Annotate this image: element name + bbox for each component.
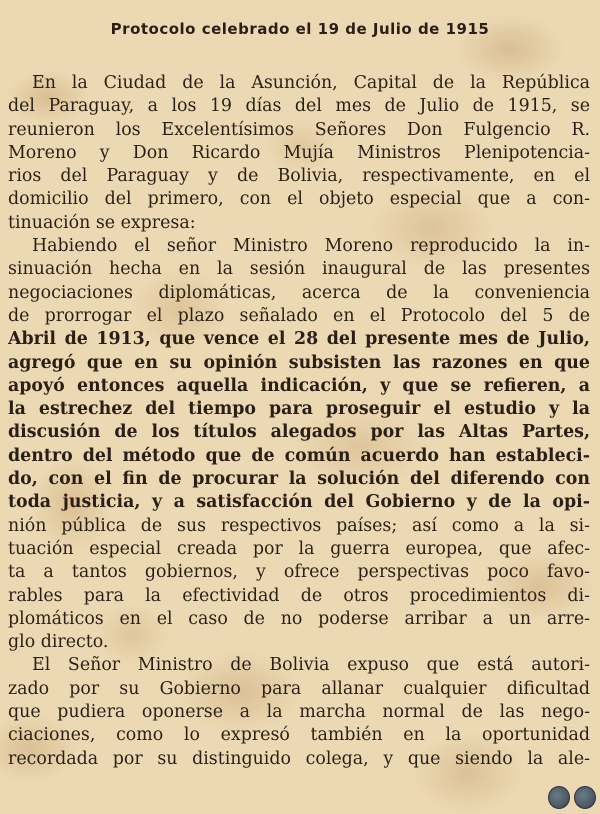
- text-line: En la Ciudad de la Asunción, Capital de la República: [32, 73, 590, 93]
- text-line: Moreno y Don Ricardo Mujía Ministros Plenipotencia-: [8, 142, 590, 163]
- text-line: plomáticos en el caso de no poderse arribar a un arre-: [8, 608, 590, 629]
- text-line: ciaciones, como lo expresó también en la oportunidad: [8, 725, 590, 746]
- text-line: glo directo.: [8, 632, 109, 653]
- watermark-stamp: [548, 786, 596, 810]
- text-line: tuación especial creada por la guerra europea, que afec-: [8, 538, 590, 559]
- text-line: Habiendo el señor Ministro Moreno reproducido la in-: [32, 236, 590, 257]
- text-line: zado por su Gobierno para allanar cualquier dificultad: [8, 678, 590, 699]
- text-line: domicilio del primero, con el objeto especial que a con-: [8, 189, 590, 210]
- text-line: do, con el fin de procurar la solución del diferendo con: [8, 469, 590, 490]
- text-line: que pudiera oponerse a la marcha normal de las nego-: [8, 702, 590, 723]
- document-body: [8, 72, 590, 771]
- text-line: ta a tantos gobiernos, y ofrece perspectivas poco favo-: [8, 562, 590, 583]
- text-line: negociaciones diplomáticas, acerca de la conveniencia: [8, 282, 590, 303]
- text-line: agregó que en su opinión subsisten las razones en que: [8, 352, 590, 373]
- text-line: apoyó entonces aquella indicación, y que se refieren, a: [8, 375, 590, 396]
- text-line: rables para la efectividad de otros procedimientos di-: [8, 585, 590, 606]
- text-line: recordada por su distinguido colega, y que siendo la ale-: [8, 748, 590, 769]
- text-line: discusión de los títulos alegados por las Altas Partes,: [8, 422, 590, 443]
- stamp-circle-icon: [574, 786, 596, 809]
- text-line: El Señor Ministro de Bolivia expuso que está autori-: [32, 655, 590, 676]
- text-line: toda justicia, y a satisfacción del Gobierno y de la opi-: [8, 492, 590, 513]
- text-line: del Paraguay, a los 19 días del mes de Julio de 1915, se: [8, 96, 590, 117]
- text-line: sinuación hecha en la sesión inaugural de las presentes: [8, 259, 590, 280]
- text-line: tinuación se expresa:: [8, 212, 196, 233]
- document-title: Protocolo celebrado el 19 de Julio de 1915: [110, 20, 490, 38]
- text-line: reunieron los Excelentísimos Señores Don Fulgencio R.: [8, 119, 590, 140]
- text-line: de prorrogar el plazo señalado en el Protocolo del 5 de: [8, 305, 590, 326]
- stamp-circle-icon: [548, 786, 570, 809]
- text-line: la estrechez del tiempo para proseguir el estudio y la: [8, 399, 590, 420]
- text-line: Abril de 1913, que vence el 28 del presente mes de Julio,: [8, 329, 590, 350]
- text-line: rios del Paraguay y de Bolivia, respectivamente, en el: [8, 166, 590, 187]
- text-line: nión pública de sus respectivos países; así como a la si-: [8, 515, 590, 536]
- text-line: dentro del método que de común acuerdo han estableci-: [8, 445, 590, 466]
